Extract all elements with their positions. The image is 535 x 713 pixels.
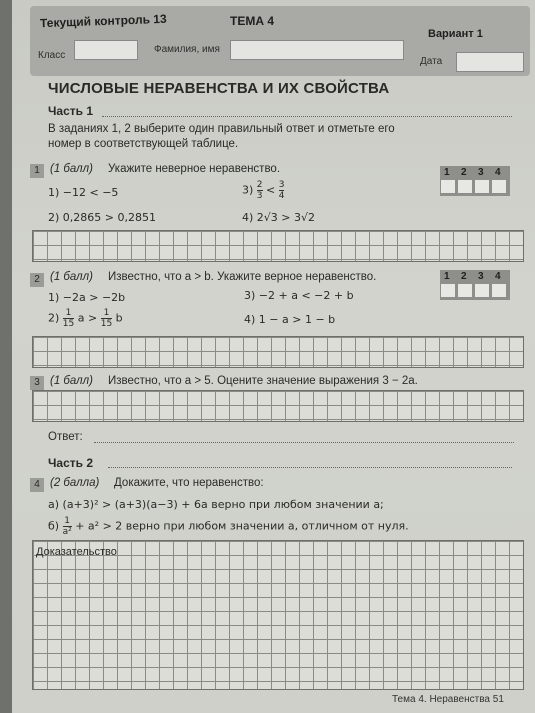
proof-label: Доказательство	[36, 546, 117, 558]
task2-option3: 3) −2 + a < −2 + b	[244, 289, 354, 302]
task1-option1: 1) −12 < −5	[48, 186, 119, 199]
class-label: Класс	[38, 50, 66, 61]
t2-cell4[interactable]	[492, 284, 506, 297]
task1-work-grid[interactable]	[32, 230, 524, 262]
t2-col3: 3	[478, 271, 484, 282]
task1-option2: 2) 0,2865 > 0,2851	[48, 211, 156, 224]
answer-label: Ответ:	[48, 431, 83, 443]
task1-points: (1 балл)	[50, 163, 93, 175]
part1-instruction: В заданиях 1, 2 выберите один правильный ответ и отметьте его номер в соответствующей таблице.	[48, 123, 395, 150]
t1-col1: 1	[444, 167, 450, 178]
task2-option1: 1) −2a > −2b	[48, 291, 126, 304]
task1-answer-table	[440, 166, 510, 196]
task2-option4: 4) 1 − a > 1 − b	[244, 313, 336, 326]
task2-text: Известно, что a > b. Укажите верное неравенство.	[108, 271, 377, 283]
t1-col2: 2	[461, 167, 467, 178]
worksheet-title: ЧИСЛОВЫЕ НЕРАВЕНСТВА И ИХ СВОЙСТВА	[48, 80, 390, 97]
t2-col1: 1	[444, 271, 450, 282]
part1-label: Часть 1	[48, 104, 94, 118]
task4-number: 4	[30, 478, 44, 492]
part2-label: Часть 2	[48, 456, 94, 470]
task2-number: 2	[30, 273, 44, 287]
task1-text: Укажите неверное неравенство.	[108, 163, 281, 175]
task4-item-a: а) (a+3)² > (a+3)(a−3) + 6a верно при любом значении a;	[48, 498, 384, 511]
date-field[interactable]	[456, 52, 524, 72]
header-band	[30, 6, 530, 76]
t1-col4: 4	[495, 167, 501, 178]
answer-line[interactable]	[94, 442, 514, 443]
date-label: Дата	[420, 56, 443, 67]
task2-work-grid[interactable]	[32, 336, 524, 368]
task4-points: (2 балла)	[50, 477, 100, 489]
task3-points: (1 балл)	[50, 375, 93, 387]
task1-option4: 4) 2√3 > 3√2	[242, 211, 316, 224]
task2-option2: 2) $\frac{1}{15}$ a > $\frac{1}{15}$ b	[48, 308, 123, 329]
t1-col3: 3	[478, 167, 484, 178]
part1-rule	[102, 116, 512, 117]
task3-text: Известно, что a > 5. Оцените значение выражения 3 − 2a.	[108, 375, 418, 387]
task2-answer-table	[440, 270, 510, 300]
part2-rule	[108, 467, 512, 468]
variant-label: Вариант 1	[428, 28, 483, 40]
name-label: Фамилия, имя	[154, 44, 220, 55]
control-title: Текущий контроль 13	[39, 11, 167, 31]
task3-number: 3	[30, 376, 44, 390]
task4-text: Докажите, что неравенство:	[114, 477, 264, 489]
t1-cell1[interactable]	[441, 180, 455, 193]
t1-cell2[interactable]	[458, 180, 472, 193]
t2-cell2[interactable]	[458, 284, 472, 297]
t1-cell4[interactable]	[492, 180, 506, 193]
t2-cell1[interactable]	[441, 284, 455, 297]
t2-col4: 4	[495, 271, 501, 282]
class-field[interactable]	[74, 40, 138, 60]
task1-option3: 3) $\frac{2}{3}$ < $\frac{3}{4}$	[242, 180, 285, 201]
t2-col2: 2	[461, 271, 467, 282]
t1-cell3[interactable]	[475, 180, 489, 193]
task2-points: (1 балл)	[50, 271, 93, 283]
page-footer: Тема 4. Неравенства 51	[392, 694, 504, 705]
task4-item-b: б) $\frac{1}{\text{a²}}$ + a² > 2 верно при любом значении a, отличном от нуля.	[48, 516, 409, 537]
theme-label: ТЕМА 4	[230, 14, 275, 28]
proof-grid[interactable]	[32, 540, 524, 690]
worksheet-page	[12, 0, 535, 713]
task1-number: 1	[30, 164, 44, 178]
t2-cell3[interactable]	[475, 284, 489, 297]
task3-work-grid[interactable]	[32, 390, 524, 422]
name-field[interactable]	[230, 40, 404, 60]
